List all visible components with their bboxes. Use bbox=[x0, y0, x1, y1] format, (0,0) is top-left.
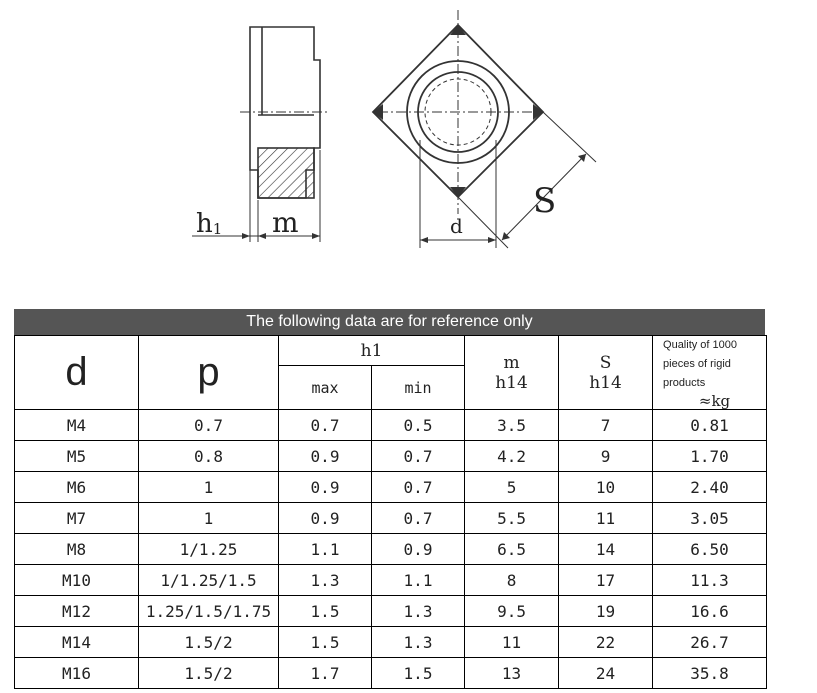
cell-weight: 6.50 bbox=[653, 534, 767, 565]
cell-size: M16 bbox=[15, 658, 139, 689]
table-body bbox=[15, 410, 767, 689]
cell-size: M14 bbox=[15, 627, 139, 658]
header-h1-min: min bbox=[372, 366, 465, 410]
cell-size: M6 bbox=[15, 472, 139, 503]
cell-weight: 3.05 bbox=[653, 503, 767, 534]
reference-banner: The following data are for reference only bbox=[14, 309, 765, 335]
cell-h1-min: 0.9 bbox=[372, 534, 465, 565]
header-p: p bbox=[139, 336, 279, 410]
cell-h1-min: 1.3 bbox=[372, 627, 465, 658]
cell-pitch: 1.25/1.5/1.75 bbox=[139, 596, 279, 627]
cell-m: 13 bbox=[465, 658, 559, 689]
cell-h1-max: 0.9 bbox=[279, 472, 372, 503]
cell-pitch: 1/1.25 bbox=[139, 534, 279, 565]
header-m-top: m bbox=[503, 352, 520, 373]
cell-m: 6.5 bbox=[465, 534, 559, 565]
header-h1: h1 bbox=[279, 336, 465, 366]
header-quality-line-3: products bbox=[663, 377, 706, 389]
h1-label: h1 bbox=[196, 209, 223, 239]
cell-h1-min: 1.5 bbox=[372, 658, 465, 689]
cell-s: 11 bbox=[559, 503, 653, 534]
table-row bbox=[15, 410, 767, 441]
cell-size: M4 bbox=[15, 410, 139, 441]
header-quality-unit: ≈kg bbox=[698, 392, 731, 410]
table-row bbox=[15, 596, 767, 627]
cell-size: M10 bbox=[15, 565, 139, 596]
cell-s: 19 bbox=[559, 596, 653, 627]
top-view bbox=[373, 10, 596, 248]
cell-weight: 16.6 bbox=[653, 596, 767, 627]
cell-pitch: 0.7 bbox=[139, 410, 279, 441]
cell-s: 17 bbox=[559, 565, 653, 596]
header-quality bbox=[653, 336, 767, 410]
header-m-bottom: h14 bbox=[495, 372, 528, 393]
cell-h1-max: 1.1 bbox=[279, 534, 372, 565]
cell-h1-max: 0.7 bbox=[279, 410, 372, 441]
cell-s: 14 bbox=[559, 534, 653, 565]
square-weld-nut-drawing bbox=[0, 0, 817, 300]
cell-s: 10 bbox=[559, 472, 653, 503]
cell-h1-max: 1.5 bbox=[279, 627, 372, 658]
header-quality-line-2: pieces of rigid bbox=[663, 358, 731, 370]
cell-pitch: 1.5/2 bbox=[139, 627, 279, 658]
cell-size: M7 bbox=[15, 503, 139, 534]
cell-pitch: 1 bbox=[139, 503, 279, 534]
header-m bbox=[465, 336, 559, 410]
cell-pitch: 1 bbox=[139, 472, 279, 503]
table-row bbox=[15, 658, 767, 689]
cell-s: 7 bbox=[559, 410, 653, 441]
table-row bbox=[15, 503, 767, 534]
cell-m: 11 bbox=[465, 627, 559, 658]
cell-s: 24 bbox=[559, 658, 653, 689]
table-row bbox=[15, 565, 767, 596]
header-s-top: S bbox=[599, 352, 612, 373]
cell-weight: 35.8 bbox=[653, 658, 767, 689]
table-row bbox=[15, 627, 767, 658]
d-label: d bbox=[450, 214, 463, 238]
cell-m: 9.5 bbox=[465, 596, 559, 627]
cell-size: M12 bbox=[15, 596, 139, 627]
header-s bbox=[559, 336, 653, 410]
cell-h1-max: 1.3 bbox=[279, 565, 372, 596]
cell-pitch: 1/1.25/1.5 bbox=[139, 565, 279, 596]
cell-pitch: 0.8 bbox=[139, 441, 279, 472]
header-s-bottom: h14 bbox=[589, 372, 622, 393]
cell-m: 4.2 bbox=[465, 441, 559, 472]
header-h1-max: max bbox=[279, 366, 372, 410]
cell-size: M8 bbox=[15, 534, 139, 565]
cell-h1-max: 1.7 bbox=[279, 658, 372, 689]
cell-s: 9 bbox=[559, 441, 653, 472]
cell-h1-max: 0.9 bbox=[279, 503, 372, 534]
cell-weight: 11.3 bbox=[653, 565, 767, 596]
cell-m: 8 bbox=[465, 565, 559, 596]
header-quality-line-1: Quality of 1000 bbox=[663, 339, 738, 351]
cell-m: 5.5 bbox=[465, 503, 559, 534]
table-row bbox=[15, 441, 767, 472]
cell-weight: 26.7 bbox=[653, 627, 767, 658]
m-label: m bbox=[272, 206, 299, 239]
cell-weight: 1.70 bbox=[653, 441, 767, 472]
cell-pitch: 1.5/2 bbox=[139, 658, 279, 689]
cell-size: M5 bbox=[15, 441, 139, 472]
header-d: d bbox=[15, 336, 139, 410]
cell-weight: 0.81 bbox=[653, 410, 767, 441]
cell-h1-min: 0.7 bbox=[372, 441, 465, 472]
s-label: S bbox=[533, 181, 557, 221]
spec-table bbox=[14, 335, 767, 689]
cell-h1-min: 0.5 bbox=[372, 410, 465, 441]
cell-m: 5 bbox=[465, 472, 559, 503]
table-row bbox=[15, 534, 767, 565]
cell-m: 3.5 bbox=[465, 410, 559, 441]
cell-s: 22 bbox=[559, 627, 653, 658]
cell-h1-min: 0.7 bbox=[372, 503, 465, 534]
cell-h1-min: 1.3 bbox=[372, 596, 465, 627]
table-row bbox=[15, 472, 767, 503]
cell-h1-max: 1.5 bbox=[279, 596, 372, 627]
cell-h1-min: 0.7 bbox=[372, 472, 465, 503]
cell-h1-max: 0.9 bbox=[279, 441, 372, 472]
cell-weight: 2.40 bbox=[653, 472, 767, 503]
cell-h1-min: 1.1 bbox=[372, 565, 465, 596]
